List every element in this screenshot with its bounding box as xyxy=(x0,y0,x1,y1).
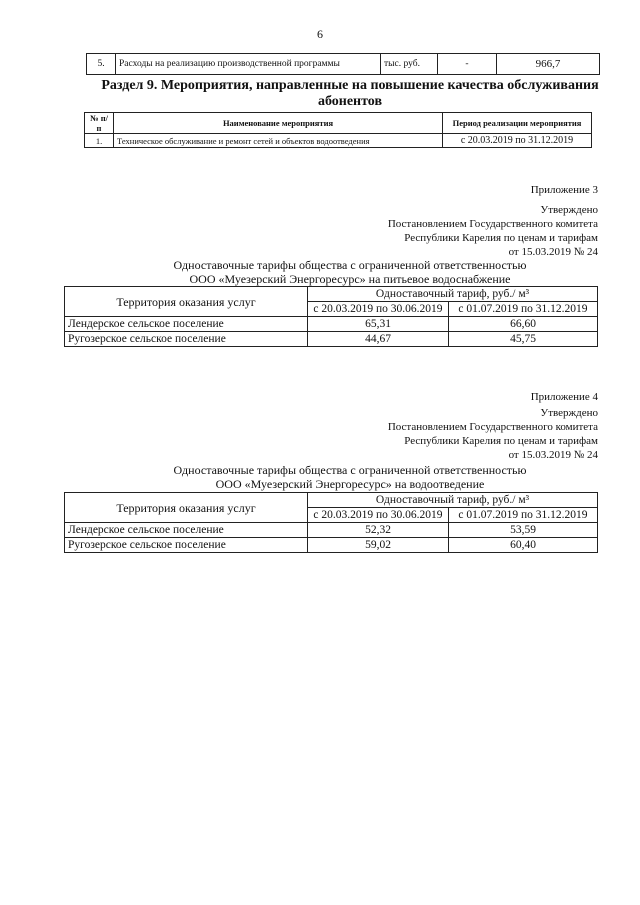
table-row xyxy=(65,523,598,538)
tariff-value: 66,60 xyxy=(449,317,598,332)
appendix4-decree-line1: Постановлением Государственного комитета xyxy=(387,421,598,433)
appendix3-date: от 15.03.2019 № 24 xyxy=(508,246,598,258)
table-row xyxy=(65,332,598,347)
tariff-value: 59,02 xyxy=(308,538,449,553)
program-expenses-table xyxy=(86,53,600,75)
table-row xyxy=(85,134,592,148)
period1-header: с 20.03.2019 по 30.06.2019 xyxy=(308,302,449,317)
col-name-header: Наименование мероприятия xyxy=(114,113,443,134)
tariff-value: 52,32 xyxy=(308,523,449,538)
tariff-value: 60,40 xyxy=(449,538,598,553)
appendix4-label: Приложение 4 xyxy=(530,391,598,403)
tariff-value: 45,75 xyxy=(449,332,598,347)
territory-name: Ругозерское сельское поселение xyxy=(65,538,308,553)
territory-header: Территория оказания услуг xyxy=(65,287,308,317)
appendix3-label: Приложение 3 xyxy=(530,184,598,196)
measure-name: Техническое обслуживание и ремонт сетей и объектов водоотведения xyxy=(114,134,443,148)
col-number-header: № п/п xyxy=(85,113,114,134)
appendix3-title-line1: Одноставочные тарифы общества с ограниченной ответственностью xyxy=(173,258,527,272)
appendix4-title-line2: ООО «Муезерский Энергоресурс» на водоотведение xyxy=(215,477,485,491)
col-period-header: Период реализации мероприятия xyxy=(443,113,592,134)
section-title: Раздел 9. Мероприятия, направленные на повышение качества обслуживания абонентов xyxy=(101,78,599,109)
appendix3-decree-line2: Республики Карелия по ценам и тарифам xyxy=(404,232,598,244)
tariff-value: 53,59 xyxy=(449,523,598,538)
table-header-row xyxy=(85,113,592,134)
appendix4-title-line1: Одноставочные тарифы общества с ограниченной ответственностью xyxy=(173,463,527,477)
row-number: 5. xyxy=(87,54,116,75)
territory-name: Ругозерское сельское поселение xyxy=(65,332,308,347)
row-value: 966,7 xyxy=(497,54,600,75)
appendix4-date: от 15.03.2019 № 24 xyxy=(508,449,598,461)
table-row xyxy=(65,538,598,553)
measure-number: 1. xyxy=(85,134,114,148)
tariff-value: 65,31 xyxy=(308,317,449,332)
table-row xyxy=(65,317,598,332)
period2-header: с 01.07.2019 по 31.12.2019 xyxy=(449,508,598,523)
territory-header: Территория оказания услуг xyxy=(65,493,308,523)
appendix3-decree-line1: Постановлением Государственного комитета xyxy=(387,218,598,230)
territory-name: Лендерское сельское поселение xyxy=(65,317,308,332)
table-header-row xyxy=(65,287,598,302)
tariff-header: Одноставочный тариф, руб./ м³ xyxy=(308,287,598,302)
appendix3-approved: Утверждено xyxy=(540,204,598,216)
appendix4-decree-line2: Республики Карелия по ценам и тарифам xyxy=(404,435,598,447)
water-supply-tariff-table xyxy=(64,286,598,347)
territory-name: Лендерское сельское поселение xyxy=(65,523,308,538)
tariff-value: 44,67 xyxy=(308,332,449,347)
row-name: Расходы на реализацию производственной программы xyxy=(116,54,381,75)
tariff-header: Одноставочный тариф, руб./ м³ xyxy=(308,493,598,508)
appendix4-approved: Утверждено xyxy=(540,407,598,419)
appendix3-title-line2: ООО «Муезерский Энергоресурс» на питьевое водоснабжение xyxy=(189,272,511,286)
measures-table xyxy=(84,112,592,148)
period1-header: с 20.03.2019 по 30.06.2019 xyxy=(308,508,449,523)
period2-header: с 01.07.2019 по 31.12.2019 xyxy=(449,302,598,317)
table-header-row xyxy=(65,493,598,508)
row-prev-value: - xyxy=(438,54,497,75)
row-unit: тыс. руб. xyxy=(381,54,438,75)
table-row xyxy=(87,54,600,75)
wastewater-tariff-table xyxy=(64,492,598,553)
measure-period: с 20.03.2019 по 31.12.2019 xyxy=(443,134,592,148)
page-number: 6 xyxy=(317,27,323,41)
